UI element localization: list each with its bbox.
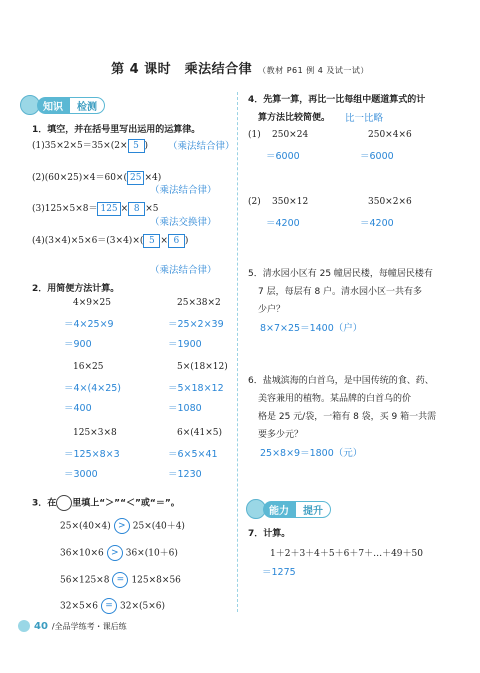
expr-a: 350×12 [272, 197, 309, 207]
question-6-answer: 25×8×9＝1800（元） [260, 448, 363, 459]
compare-left: 36×10×6 [60, 548, 104, 559]
calc-expression: 25×38×2 [177, 298, 221, 308]
q1-text: ) [144, 141, 149, 151]
badge-label-1: 能力 [263, 501, 295, 518]
question-3 [32, 495, 180, 511]
question-line: 美容兼用的植物。某品牌的白首乌的价 [258, 394, 412, 404]
q1-text: (4)(3×4)×5×6＝(3×4)×( [32, 236, 144, 246]
question-7-expression: 1＋2＋3＋4＋5＋6＋7＋…＋49＋50 [270, 549, 423, 559]
column-divider [237, 92, 239, 612]
law-answer: （乘法结合律） [150, 265, 217, 276]
answer-box: 125 [97, 202, 120, 216]
footer-text: /全品学练考・课后练 [51, 621, 127, 631]
compare-left: 32×5×6 [60, 601, 98, 612]
calc-step: ＝6×5×41 [168, 449, 218, 460]
compare-sign: > [107, 545, 123, 561]
answer-box: 25 [127, 171, 144, 185]
question-line: 要多少元？ [258, 430, 304, 440]
answer-box: 5 [143, 234, 160, 248]
compare-sign: = [101, 598, 117, 614]
calc-result: ＝3000 [64, 469, 98, 480]
compare-right: 125×8×56 [131, 575, 181, 586]
calc-expression: 5×(18×12) [177, 362, 228, 372]
compare-left: 56×125×8 [60, 575, 110, 586]
calc-result: ＝1900 [168, 339, 202, 350]
calc-step: ＝125×8×3 [64, 449, 120, 460]
compare-right: 36×(10＋6) [125, 548, 178, 559]
calc-step: ＝5×18×12 [168, 383, 224, 394]
question-5-answer: 8×7×25＝1400（户） [260, 323, 363, 334]
badge-label-2: 检测 [69, 97, 105, 114]
answer-box: 8 [128, 202, 145, 216]
answer-a: ＝4200 [266, 218, 300, 229]
calc-expression: 125×3×8 [73, 428, 117, 438]
q1-text: (2)(60×25)×4＝60×( [32, 173, 127, 183]
answer-b: ＝4200 [360, 218, 394, 229]
q1-text: ×5 [145, 204, 159, 214]
section-badge-ability [246, 500, 331, 518]
question-4-note: 比一比略 [345, 113, 384, 124]
calc-expression: 6×(41×5) [177, 428, 223, 438]
question-2: 2．用简便方法计算。 [32, 284, 120, 294]
question-line: 5．清水园小区有 25 幢居民楼，每幢居民楼有 [248, 269, 433, 279]
compare-right: 25×(40＋4) [132, 521, 185, 532]
calc-result: ＝900 [64, 339, 92, 350]
calc-expression: 4×9×25 [73, 298, 111, 308]
answer-box: 5 [128, 139, 145, 153]
q1-item [32, 201, 158, 216]
question-7-answer: ＝1275 [262, 567, 296, 578]
question-3-prefix: 3．在 [32, 498, 57, 509]
page-number: 40 [34, 620, 48, 632]
group-number: (2) [248, 197, 261, 207]
section-badge-knowledge [20, 96, 105, 114]
calc-expression: 16×25 [73, 362, 104, 372]
question-line: 6．盐城滨海的白首乌，是中国传统的食、药、 [248, 376, 434, 386]
calc-step: ＝4×(4×25) [64, 383, 122, 394]
question-line: 7 层，每层有 8 户。清水园小区一共有多 [258, 287, 423, 297]
question-3-suffix: 里填上“＞”“＜”或“＝”。 [72, 498, 180, 509]
compare-sign: > [114, 518, 130, 534]
expr-b: 350×2×6 [368, 197, 412, 207]
question-7: 7．计算。 [248, 529, 291, 539]
compare-left: 25×(40×4) [60, 521, 111, 532]
blank-circle-icon [56, 495, 72, 511]
answer-a: ＝6000 [266, 151, 300, 162]
law-answer: （乘法结合律） [168, 141, 235, 152]
q1-text: × [120, 204, 129, 214]
q1-text: (1)35×2×5＝35×(2× [32, 141, 128, 151]
question-1: 1．填空，并在括号里写出运用的运算律。 [32, 125, 201, 135]
question-4-line-2: 算方法比较简便。 [258, 113, 331, 123]
question-line: 格是 25 元/袋，一箱有 8 袋，买 9 箱一共需 [258, 412, 437, 422]
calc-result: ＝400 [64, 403, 92, 414]
q1-item [32, 170, 161, 185]
answer-b: ＝6000 [360, 151, 394, 162]
compare-row [60, 572, 181, 588]
q1-item [32, 233, 188, 248]
expr-a: 250×24 [272, 130, 309, 140]
q1-text: ) [184, 236, 189, 246]
compare-row [60, 598, 165, 614]
page-footer [18, 620, 127, 632]
q1-text: × [160, 236, 168, 246]
page-title [0, 58, 480, 77]
compare-sign: = [112, 572, 128, 588]
law-answer: （乘法结合律） [150, 185, 217, 196]
answer-box: 6 [168, 234, 185, 248]
q1-item [32, 138, 148, 153]
calc-result: ＝1080 [168, 403, 202, 414]
title-text: 第 4 课时 乘法结合律 [111, 62, 253, 77]
compare-row [60, 518, 185, 534]
compare-right: 32×(5×6) [120, 601, 166, 612]
footer-logo-icon [18, 620, 30, 632]
law-answer: （乘法交换律） [150, 217, 217, 228]
calc-step: ＝4×25×9 [64, 319, 114, 330]
badge-label-1: 知识 [37, 97, 69, 114]
badge-label-2: 提升 [295, 501, 331, 518]
title-note: （教材 P61 例 4 及试一试） [258, 66, 369, 75]
group-number: (1) [248, 130, 261, 140]
compare-row [60, 545, 178, 561]
calc-step: ＝25×2×39 [168, 319, 224, 330]
q1-text: (3)125×5×8＝ [32, 204, 98, 214]
question-line: 少户？ [258, 305, 286, 315]
q1-text: ×4) [144, 173, 162, 183]
question-4-line-1: 4．先算一算，再比一比每组中题道算式的计 [248, 95, 426, 105]
calc-result: ＝1230 [168, 469, 202, 480]
expr-b: 250×4×6 [368, 130, 412, 140]
